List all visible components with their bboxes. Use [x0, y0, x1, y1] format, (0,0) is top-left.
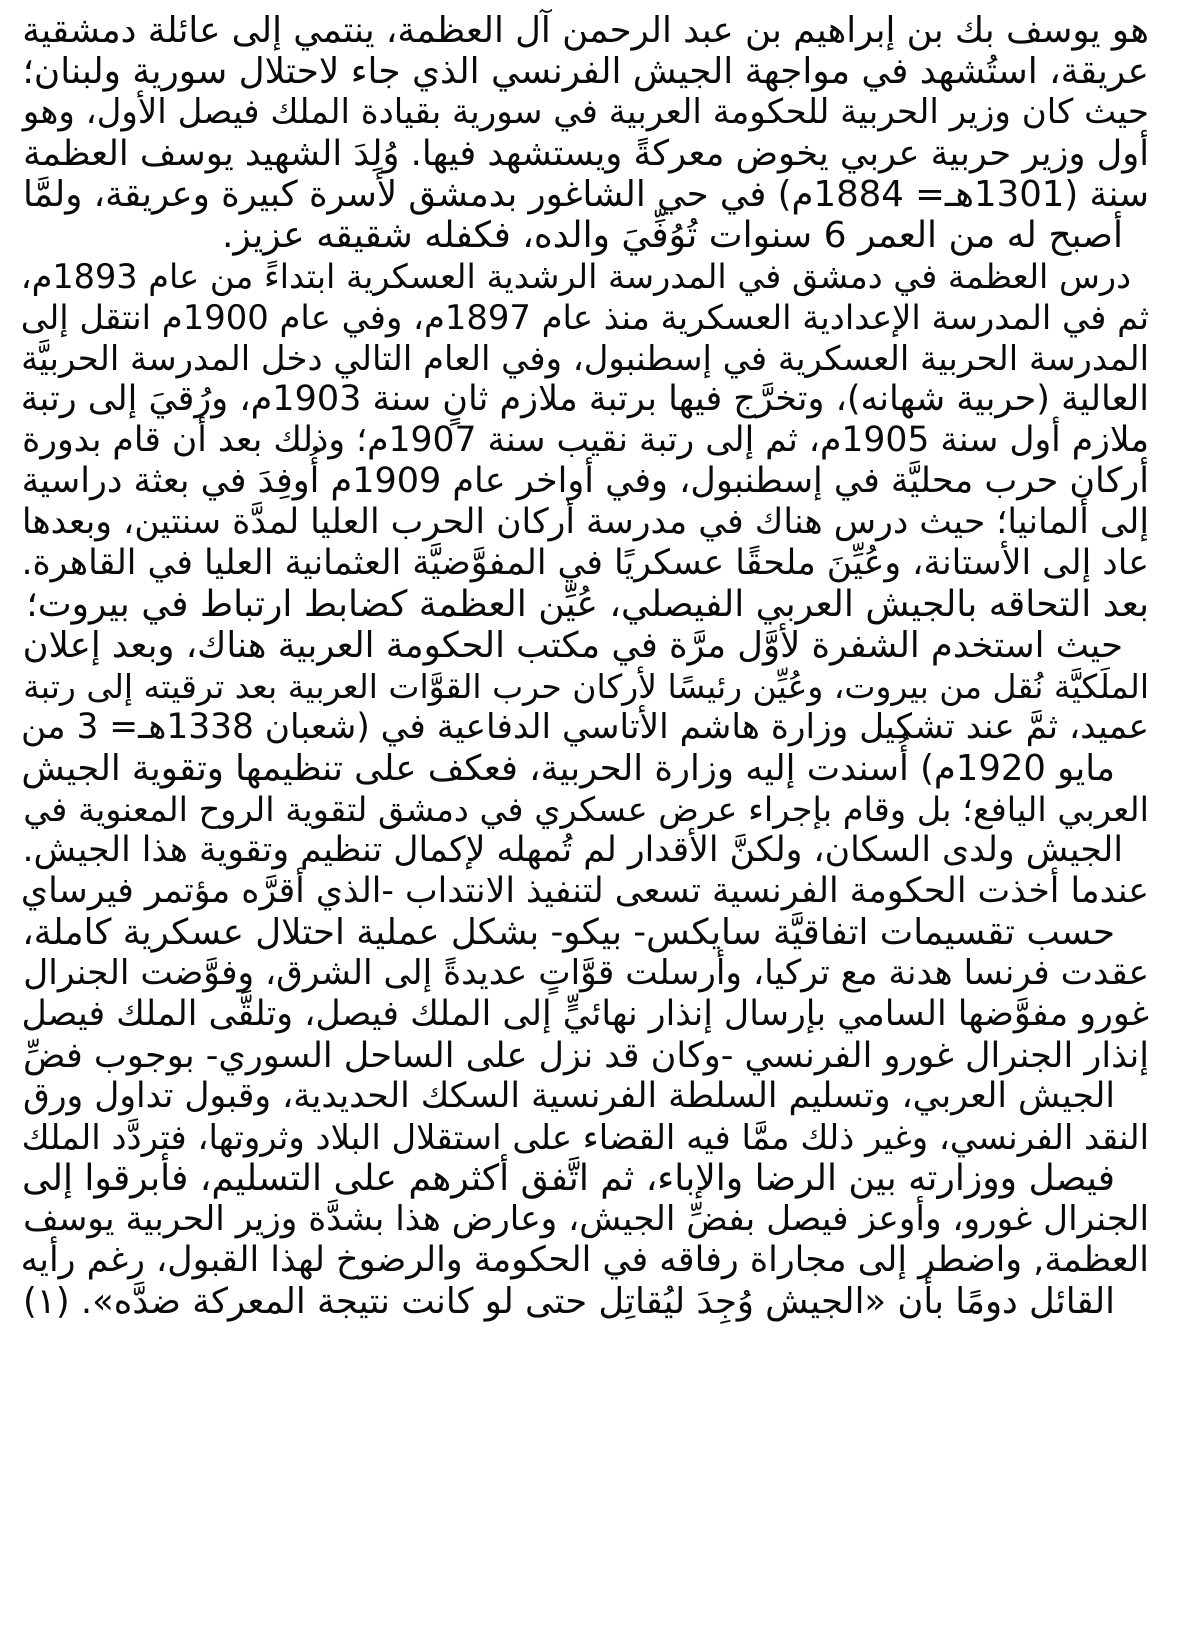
text-line: المدرسة الحربية العسكرية في إسطنبول، وفي العام التالي دخل المدرسة الحربيَّة — [21, 339, 1149, 378]
text-line: هو يوسف بك بن إبراهيم بن عبد الرحمن آل العظمة، ينتمي إلى عائلة دمشقية — [22, 10, 1149, 51]
text-line: عندما أخذت الحكومة الفرنسية تسعى لتنفيذ الانتداب -الذي أقرَّه مؤتمر فيرساي — [20, 871, 1149, 911]
text-line: أول وزير حربية عربي يخوض معركةً ويستشهد فيها. وُلِدَ الشهيد يوسف العظمة — [23, 133, 1149, 174]
text-line: عقدت فرنسا هدنة مع تركيا، وأرسلت قوَّاتٍ عديدةً إلى الشرق، وفوَّضت الجنرال — [23, 953, 1149, 993]
text-line: الجيش ولدى السكان، ولكنَّ الأقدار لم تُمهله لإكمال تنظيم وتقوية هذا الجيش. — [22, 830, 1123, 870]
text-line: حيث استخدم الشفرة لأوَّل مرَّة في مكتب الحكومة العربية هناك، وبعد إعلان — [22, 625, 1123, 666]
text-line: العربي اليافع؛ بل وقام بإجراء عرض عسكري في دمشق لتقوية الروح المعنوية في — [23, 790, 1149, 829]
text-line: بعد التحاقه بالجيش العربي الفيصلي، عُيِّن العظمة كضابط ارتباط في بيروت؛ — [26, 584, 1149, 625]
text-line: العظمة, واضطر إلى مجاراة رفاقه في الحكومة والرضوخ لهذا القبول، رغم رأيه — [20, 1240, 1149, 1280]
text-line: عميد، ثمَّ عند تشكيل وزارة هاشم الأتاسي الدفاعية في (شعبان 1338هـ= 3 من — [20, 707, 1149, 747]
text-line: حيث كان وزير الحربية للحكومة العربية في سورية بقيادة الملك فيصل الأول، وهو — [22, 92, 1149, 132]
article-body — [20, 10, 1149, 1322]
text-line: سنة (1301هـ= 1884م) في حي الشاغور بدمشق لأسرة كبيرة وعريقة، ولمَّا — [23, 174, 1149, 215]
text-line: النقد الفرنسي، وغير ذلك ممَّا فيه القضاء على استقلال البلاد وثروتها، فتردَّد الملك — [21, 1118, 1149, 1157]
text-line: الجيش العربي، وتسليم السلطة الفرنسية السكك الحديدية، وقبول تداول ورق — [23, 1076, 1115, 1116]
text-line: أركان حرب محليَّة في إسطنبول، وفي أواخر عام 1909م أُوفِدَ في بعثة دراسية — [21, 461, 1149, 501]
text-line: درس العظمة في دمشق في المدرسة الرشدية العسكرية ابتداءً من عام 1893م، — [20, 257, 1131, 296]
text-line: إنذار الجنرال غورو الفرنسي -وكان قد نزل على الساحل السوري- بوجوب فضِّ — [22, 1035, 1149, 1076]
text-line: عاد إلى الأستانة، وعُيِّنَ ملحقًا عسكريًا في المفوَّضيَّة العثمانية العليا في القاهرة. — [21, 543, 1149, 583]
text-line: الملَكيَّة نُقل من بيروت، وعُيِّن رئيسًا لأركان حرب القوَّات العربية بعد ترقيته إلى رتبة — [23, 667, 1149, 706]
text-line: أصبح له من العمر 6 سنوات تُوُفِّيَ والده، فكفله شقيقه عزيز. — [221, 215, 1123, 256]
text-line: العالية (حربية شهانه)، وتخرَّج فيها برتبة ملازم ثانٍ سنة 1903م، ورُقيَ إلى رتبة — [20, 379, 1149, 419]
text-line: عريقة، استُشهد في مواجهة الجيش الفرنسي الذي جاء لاحتلال سورية ولبنان؛ — [22, 51, 1149, 92]
text-line: ثم في المدرسة الإعدادية العسكرية منذ عام 1897م، وفي عام 1900م انتقل إلى — [20, 298, 1149, 337]
text-line: القائل دومًا بأن «الجيش وُجِدَ ليُقاتِل حتى لو كانت نتيجة المعركة ضدَّه». (١) — [22, 1281, 1115, 1322]
text-line: ملازم أول سنة 1905م، ثم إلى رتبة نقيب سنة 1907م؛ وذلك بعد أن قام بدورة — [22, 420, 1149, 460]
text-line: الجنرال غورو، وأوعز فيصل بفضِّ الجيش، وعارض هذا بشدَّة وزير الحربية يوسف — [23, 1199, 1149, 1239]
text-line: إلى ألمانيا؛ حيث درس هناك في مدرسة أركان الحرب العليا لمدَّة سنتين، وبعدها — [21, 502, 1149, 542]
text-line: مايو 1920م) أُسندت إليه وزارة الحربية، فعكف على تنظيمها وتقوية الجيش — [21, 748, 1115, 789]
text-line: فيصل ووزارته بين الرضا والإباء، ثم اتَّفق أكثرهم على التسليم، فأبرقوا إلى — [21, 1158, 1115, 1199]
text-line: حسب تقسيمات اتفاقيَّة سايكس- بيكو- بشكل عملية احتلال عسكرية كاملة، — [22, 912, 1115, 953]
text-line: غورو مفوَّضها السامي بإرسال إنذار نهائيٍّ إلى الملك فيصل، وتلقَّى الملك فيصل — [21, 994, 1149, 1034]
